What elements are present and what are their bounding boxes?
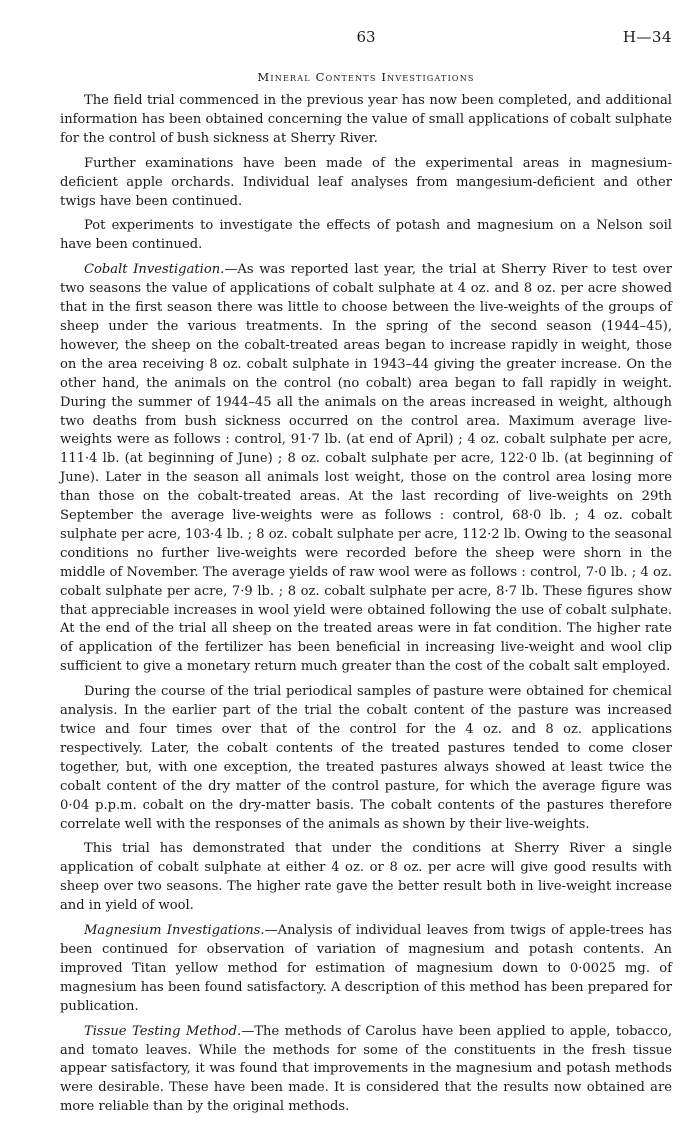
paragraph-cobalt-investigation bbox=[60, 261, 672, 677]
paragraph-text: The field trial commenced in the previous year has now been completed, and additional information has been obtained concerning the value of small applications of cobalt sulphate for the control of bush sickness at Sherry River. bbox=[60, 93, 672, 146]
paragraph-pot-experiments bbox=[60, 217, 672, 255]
paragraph-magnesium-orchards bbox=[60, 155, 672, 212]
paragraph-pasture-analysis bbox=[60, 683, 672, 834]
page-header bbox=[60, 28, 672, 56]
paragraph-text: —Analysis of individual leaves from twigs of apple-trees has been continued for observation of variation of magnesium and potash contents. An improved Titan yellow method for estimation of magnesium down to 0·0025 mg. of magnesium has been found satisfactory. A description of this method has been prepared for publication. bbox=[60, 923, 672, 1014]
paragraph-tissue-testing bbox=[60, 1023, 672, 1118]
paragraph-text: —The methods of Carolus have been applied to apple, tobacco, and tomato leaves. While the methods for some of the constituents in the fresh tissue appear satisfactory, it was found that improvements in the magnesium and potash methods were desirable. These have been made. It is considered that the results now obtained are more reliable than by the original methods. bbox=[60, 1023, 672, 1115]
paragraph-trial-conclusion bbox=[60, 840, 672, 916]
paragraph-text: During the course of the trial periodical samples of pasture were obtained for chemical analysis. In the earlier part of the trial the cobalt content of the pasture was increased twice and four times over that of the control for the 4 oz. and 8 oz. applications respectively. Later, the cobalt contents of the treated pastures tended to come closer together, but, with one exception, the treated pastures always showed at least twice the cobalt content of the dry matter of the control pasture, for which the average figure was 0·04 p.p.m. cobalt on the dry-matter basis. The cobalt contents of the pastures therefore correlate well with the responses of the animals as shown by their live-weights. bbox=[60, 684, 672, 832]
paragraph-text: This trial has demonstrated that under the conditions at Sherry River a single application of cobalt sulphate at either 4 oz. or 8 oz. per acre will give good results with sheep over two seasons. The higher rate gave the better result both in live-weight increase and in yield of wool. bbox=[60, 841, 672, 914]
section-heading: Mineral Contents Investigations bbox=[257, 70, 475, 84]
paragraph-title: Tissue Testing Method. bbox=[84, 1023, 242, 1039]
paragraph-text: Further examinations have been made of the experimental areas in magnesium-deficient apple orchards. Individual leaf analyses from mangesium-deficient and other twigs have been continued. bbox=[60, 155, 672, 209]
paragraph-text: Pot experiments to investigate the effects of potash and magnesium on a Nelson soil have been continued. bbox=[60, 218, 672, 253]
paragraph-field-trial bbox=[60, 92, 672, 149]
paragraph-magnesium-investigations bbox=[60, 922, 672, 1017]
paragraph-title: Magnesium Investigations. bbox=[84, 923, 265, 939]
document-reference: H—34 bbox=[622, 28, 672, 46]
paragraph-title: Cobalt Investigation. bbox=[84, 262, 225, 278]
page-number: 63 bbox=[356, 28, 376, 46]
paragraph-text: —As was reported last year, the trial at Sherry River to test over two seasons the value of applications of cobalt sulphate at 4 oz. and 8 oz. per acre showed that in the first season there was little to choose between the live-weights of the groups of sheep under the various treatments. In the spring of the second season (1944–45), however, the sheep on the cobalt-treated areas began to increase rapidly in weight, those on the area receiving 8 oz. cobalt sulphate in 1943–44 giving the greater increase. On the other hand, the animals on the control (no cobalt) area began to fall rapidly in weight. During the summer of 1944–45 all the animals on the areas increased in weight, although two deaths from bush sickness occurred on the control area. Maximum average live-weights were as follows : control, 91·7 lb. (at end of April) ; 4 oz. cobalt sulphate per acre, 111·4 lb. (at beginning of June) ; 8 oz. cobalt sulphate per acre, 122·0 lb. (at beginning of June). Later in the season all animals lost weight, those on the control area losing more than those on the cobalt-treated areas. At the last recording of live-weights on 29th September the average live-weights were as follows : control, 68·0 lb. ; 4 oz. cobalt sulphate per acre, 103·4 lb. ; 8 oz. cobalt sulphate per acre, 112·2 lb. Owing to the seasonal conditions no further live-weights were recorded before the sheep were shorn in the middle of November. The average yields of raw wool were as follows : control, 7·0 lb. ; 4 oz. cobalt sulphate per acre, 7·9 lb. ; 8 oz. cobalt sulphate per acre, 8·7 lb. These figures show that appreciable increases in wool yield were obtained following the use of cobalt sulphate. At the end of the trial all sheep on the treated areas were in fat condition. The higher rate of application of the fertilizer has been beneficial in increasing live-weight and wool clip sufficient to give a monetary return much greater than the cost of the cobalt salt employed. bbox=[60, 262, 672, 675]
